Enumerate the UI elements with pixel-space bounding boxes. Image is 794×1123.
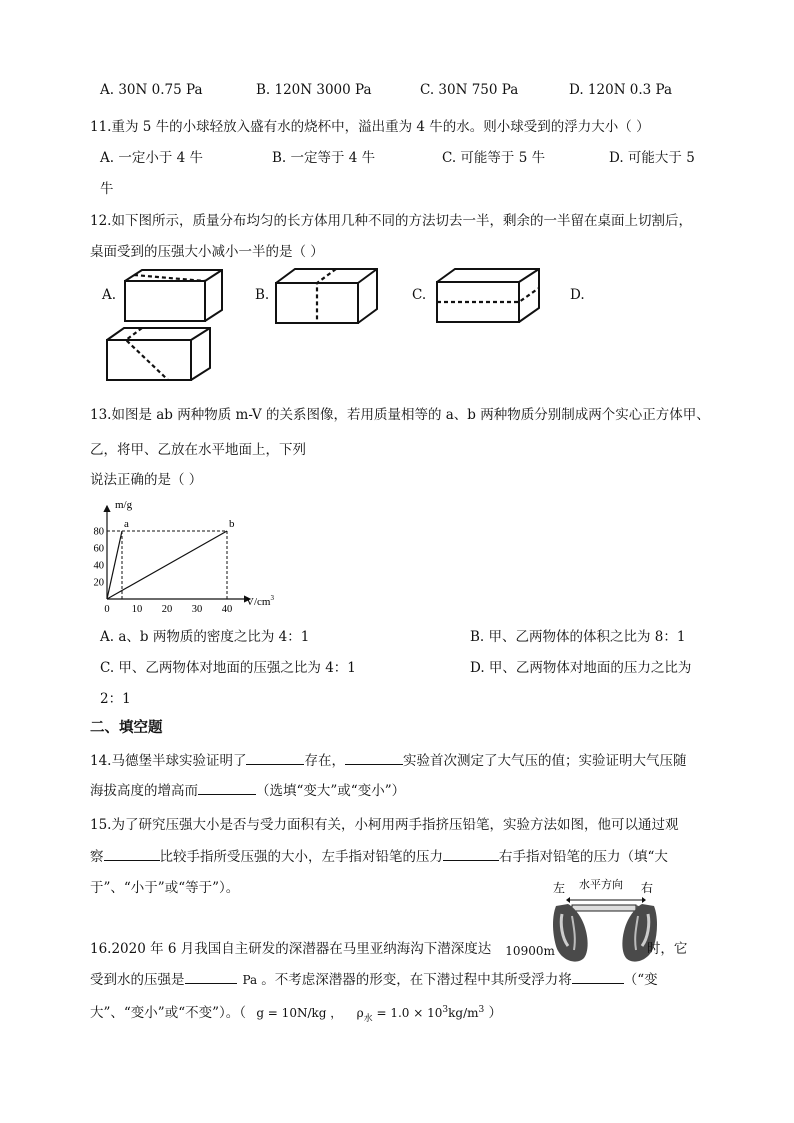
q13-option-c: C. 甲、乙两物体对地面的压强之比为 4：1 [100,660,356,676]
q10-option-b: B. 120N 3000 Pa [256,82,372,98]
q13-option-a: A. a、b 两物质的密度之比为 4：1 [100,629,310,645]
q15-text-b: 比较手指所受压强的大小，左手指对铅笔的压力 [159,849,443,865]
q13-option-b: B. 甲、乙两物体的体积之比为 8：1 [470,629,686,645]
q14-text-c: 实验首次测定了大气压的值；实验证明大气压随 [402,753,687,769]
q16-g-value: g = 10N/kg ， [256,1006,343,1020]
q10-option-d: D. 120N 0.3 Pa [569,82,673,98]
q16-text-d: 。不考虑深潜器的形变，在下潜过程中其所受浮力将 [261,972,572,988]
q11-option-d-continued: 牛 [100,181,114,197]
y-tick-label: 60 [93,543,104,555]
q13-option-d: D. 甲、乙两物体对地面的压力之比为 [470,660,692,676]
series-line-a [107,531,122,599]
y-tick-label: 20 [93,577,104,589]
y-tick-label: 40 [93,560,104,572]
q11-option-d: D. 可能大于 5 [609,150,695,166]
x-tick-label: 30 [191,604,203,615]
q13-stem-line2: 乙，将甲、乙放在水平地面上，下列 [90,442,306,458]
q16-text-f: 大”、“变小”或“不变”）。（ [90,1005,247,1021]
q12-stem-line2: 桌面受到的压强大小减小一半的是（ ） [90,244,324,260]
series-label-a: a [124,518,129,530]
q16-line3 [90,1001,503,1024]
q12-box-b-figure [273,266,385,328]
q13-stem-line1: 13.如图是 ab 两种物质 m-V 的关系图像，若用质量相等的 a、b 两种物质分别制成两个实心正方体甲、 [90,407,710,423]
figure-label-direction: 水平方向 [579,879,623,891]
q12-label-d: D. [570,287,585,303]
q12-label-b: B. [255,287,270,303]
q16-text-c: 受到水的压强是 [90,972,185,988]
q12-box-d-figure [104,325,218,385]
q16-blank-1[interactable] [185,969,237,984]
q15-blank-1[interactable] [104,846,160,861]
x-tick-label: 0 [104,604,110,615]
q16-text-g: ） [488,1005,503,1021]
x-axis-label: $V/cm^3$ [246,594,274,608]
x-tick-label: 20 [161,604,173,615]
q16-text-e: （“变 [623,972,658,988]
q16-line1 [90,937,687,957]
q11-option-a: A. 一定小于 4 牛 [100,150,204,166]
q12-stem-line1: 12.如下图所示，质量分布均匀的长方体用几种不同的方法切去一半，剩余的一半留在桌面上切割后， [90,213,692,229]
q12-box-a-figure [122,268,232,328]
q14-blank-2[interactable] [345,750,403,765]
q14-line1 [90,749,686,769]
q13-option-d-continued: 2：1 [100,691,131,707]
q16-text-b: 时，它 [646,941,688,957]
q16-rho-expression: $\rho_水 = 1.0 \times 10^3kg/m^3$ [356,1005,485,1024]
q15-text-a: 察 [90,849,104,865]
y-axis-label: m/g [115,499,133,511]
q12-box-c-figure [434,266,546,326]
q14-text-b: 存在， [304,753,345,769]
q11-option-c: C. 可能等于 5 牛 [442,150,546,166]
figure-label-left: 左 [553,881,566,895]
q15-line2 [90,845,668,865]
q11-stem: 11.重为 5 牛的小球轻放入盛有水的烧杯中，溢出重为 4 牛的水。则小球受到的浮力大小（ ） [90,119,650,135]
q14-text-a: 14.马德堡半球实验证明了 [90,753,247,769]
x-tick-label: 10 [131,604,143,615]
q15-line1: 15.为了研究压强大小是否与受力面积有关，小柯用两手指挤压铅笔，实验方法如图，他可以通过观 [90,817,679,833]
q16-unit-pa: Pa [242,973,258,987]
x-tick-label: 40 [221,604,233,615]
q11-option-b: B. 一定等于 4 牛 [272,150,376,166]
q15-blank-2[interactable] [443,846,499,861]
q10-option-c: C. 30N 750 Pa [420,82,519,98]
q12-label-a: A. [102,287,117,303]
q13-stem-line3: 说法正确的是（ ） [90,472,203,488]
q14-text-d: 海拔高度的增高而 [90,783,198,799]
figure-label-right: 右 [641,881,654,895]
y-tick-label: 80 [93,526,104,538]
q15-text-c: 右手指对铅笔的压力（填“大 [499,849,668,865]
q14-blank-1[interactable] [246,750,304,765]
q14-text-e: （选填“变大”或“变小”） [256,783,406,799]
q14-blank-3[interactable] [198,780,256,795]
pencil [572,905,644,911]
q12-label-c: C. [412,287,427,303]
q16-blank-2[interactable] [572,969,624,984]
section-title: 二、填空题 [90,720,163,736]
q16-depth: 10900m [505,944,555,958]
q15-line3: 于”、“小于”或“等于”）。 [90,880,240,896]
q16-line2 [90,968,658,988]
q10-option-a: A. 30N 0.75 Pa [100,82,203,98]
mv-graph [88,494,288,616]
q16-text-a: 16.2020 年 6 月我国自主研发的深潜器在马里亚纳海沟下潜深度达 [90,941,492,957]
series-line-b [107,531,227,599]
q14-line2 [90,779,405,799]
series-label-b: b [229,518,235,530]
